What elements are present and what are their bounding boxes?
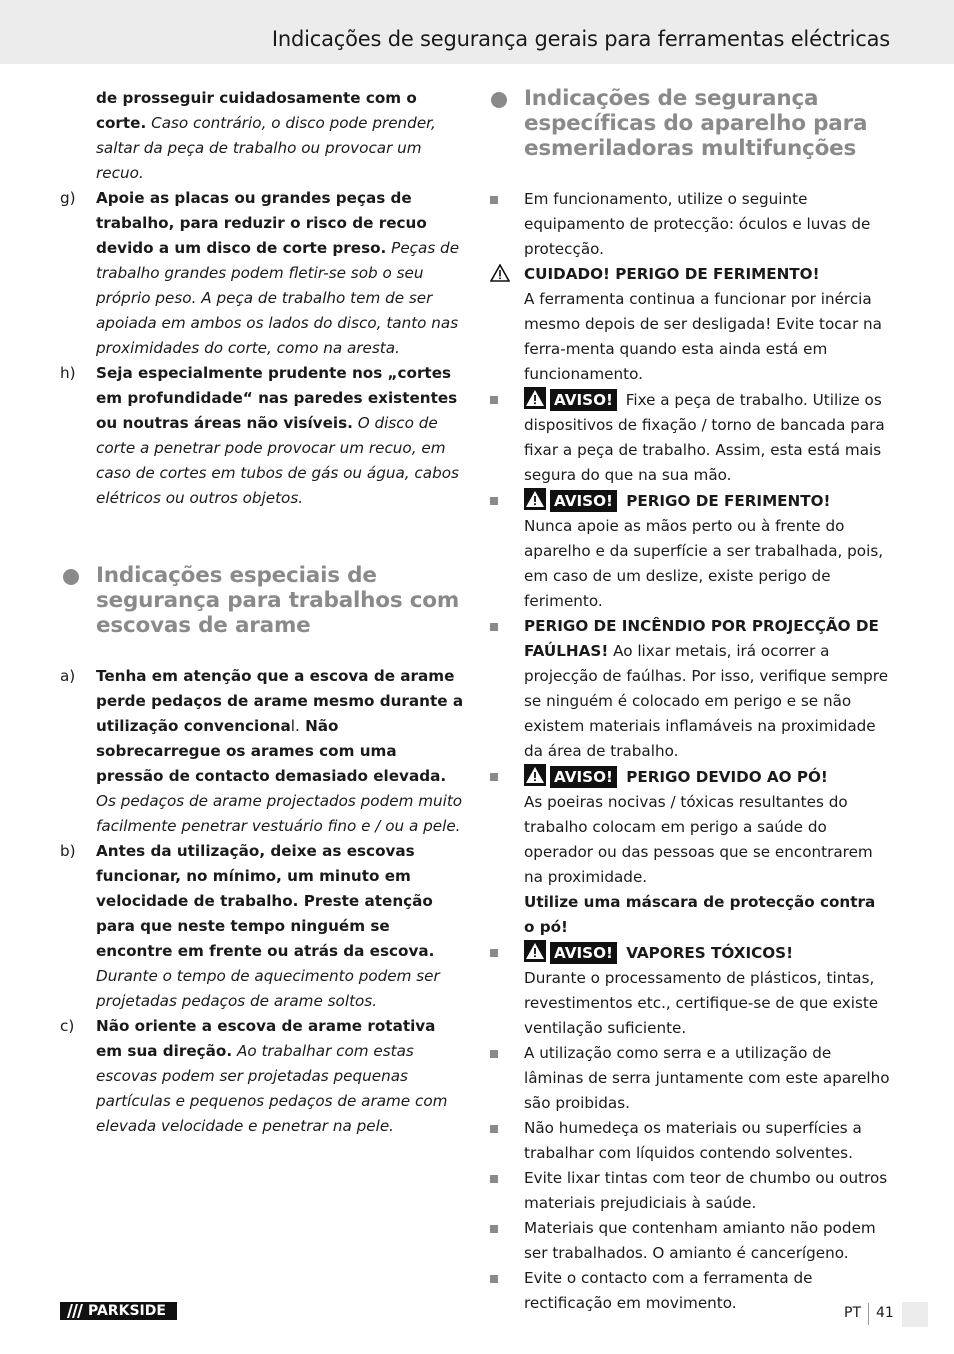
item-bold-text: Seja especialmente prudente nos „cortes em profundidade“ nas paredes existentes ou noutras áreas não visíveis. xyxy=(96,364,458,432)
section-heading-device-specific xyxy=(488,86,890,161)
list-item-a xyxy=(60,664,465,839)
footer-divider xyxy=(868,1303,869,1325)
list-marker: g) xyxy=(60,189,76,207)
item-text: As poeiras nocivas / tóxicas resultantes do trabalho colocam em perigo a saúde do operador ou das pessoas que se encontrarem na proximidade. xyxy=(524,793,873,886)
item-bold-text: VAPORES TÓXICOS! xyxy=(620,944,794,962)
list-item xyxy=(488,1266,890,1316)
square-bullet-icon xyxy=(490,1175,498,1183)
item-bold-text: Antes da utilização, deixe as escovas funcionar, no mínimo, um minuto em velocidade de trabalho. Preste atenção para que neste tempo ninguém se encontre em frente ou atrás da escova. xyxy=(96,842,435,960)
warning-badge: AVISO! xyxy=(550,766,617,788)
list-item xyxy=(488,1216,890,1266)
list-item xyxy=(488,1116,890,1166)
item-text: Em funcionamento, utilize o seguinte equipamento de protecção: óculos e luvas de protecção. xyxy=(524,190,871,258)
square-bullet-icon xyxy=(490,1125,498,1133)
item-bold-text: Não sobrecarregue os arames com uma pressão de contacto demasiado elevada. xyxy=(96,717,447,785)
warning-triangle-icon xyxy=(524,940,546,962)
item-text: Nunca apoie as mãos perto ou à frente do aparelho e da superfície a ser trabalhada, pois, em caso de um deslize, existe perigo de ferimento. xyxy=(524,517,884,610)
brand-logo xyxy=(60,1302,177,1320)
filled-circle-icon xyxy=(491,92,507,108)
square-bullet-icon xyxy=(490,396,498,404)
filled-circle-icon xyxy=(63,569,79,585)
page-number: 41 xyxy=(876,1305,894,1321)
item-bold-text: PERIGO DEVIDO AO PÓ! xyxy=(620,768,828,786)
item-bold-text: PERIGO DE INCÊNDIO POR PROJECÇÃO DE FAÚLHAS! xyxy=(524,617,879,660)
section-heading-text: Indicações de segurança específicas do aparelho para esmeriladoras multifunções xyxy=(524,86,868,161)
item-italic-text: Caso contrário, o disco pode prender, saltar da peça de trabalho ou provocar um recuo. xyxy=(96,114,436,182)
item-bold-text: de prosseguir cuidadosamente com o corte. xyxy=(96,89,417,132)
item-text: Ao lixar metais, irá ocorrer a projecção de faúlhas. Por isso, verifique sempre se ninguém é colocado em perigo e se não existem materiais inflamáveis na proximidade da área de trabalho. xyxy=(524,642,889,760)
brand-stripes-icon xyxy=(64,1302,86,1320)
list-item-warning-vapours xyxy=(488,940,890,1041)
item-bold-text: Tenha em atenção que a escova de arame perde pedaços de arame mesmo durante a utilização convenciona xyxy=(96,667,464,735)
list-item xyxy=(488,1041,890,1116)
language-code: PT xyxy=(844,1305,861,1321)
item-italic-text: Os pedaços de arame projectados podem muito facilmente penetrar vestuário fino e / ou a pele. xyxy=(96,792,463,835)
warning-badge: AVISO! xyxy=(550,389,617,411)
list-item-b xyxy=(60,839,465,1014)
warning-triangle-icon xyxy=(524,764,546,786)
item-bold-text: Apoie as placas ou grandes peças de trabalho, para reduzir o risco de recuo devido a um disco de corte preso. xyxy=(96,189,427,257)
warning-triangle-icon xyxy=(524,387,546,409)
item-italic-text: Peças de trabalho grandes podem fletir-se sob o seu próprio peso. A peça de trabalho tem de ser apoiada em ambos os lados do disco, tanto nas proximidades do corte, como na aresta. xyxy=(96,239,460,357)
right-column xyxy=(488,86,890,1316)
item-italic-text: Ao trabalhar com estas escovas podem ser projetadas pequenas partículas e pequenos pedaços de arame com elevada velocidade e penetrar na pele. xyxy=(96,1042,448,1135)
page-header-title: Indicações de segurança gerais para ferramentas eléctricas xyxy=(271,27,890,51)
section-heading-wire-brushes xyxy=(60,563,465,638)
section-heading-text: Indicações especiais de segurança para trabalhos com escovas de arame xyxy=(96,563,460,638)
warning-triangle-icon xyxy=(524,488,546,510)
list-item xyxy=(488,187,890,262)
square-bullet-icon xyxy=(490,1050,498,1058)
list-item-warning-fix xyxy=(488,387,890,488)
item-text: Não humedeça os materiais ou superfícies a trabalhar com líquidos contendo solventes. xyxy=(524,1119,862,1162)
list-marker: a) xyxy=(60,667,76,685)
item-bold-text: CUIDADO! PERIGO DE FERIMENTO! xyxy=(524,265,820,283)
square-bullet-icon xyxy=(490,949,498,957)
square-bullet-icon xyxy=(490,1225,498,1233)
item-text: Evite o contacto com a ferramenta de rectificação em movimento. xyxy=(524,1269,813,1312)
list-marker: b) xyxy=(60,842,76,860)
item-italic-text: O disco de corte a penetrar pode provocar um recuo, em caso de cortes em tubos de gás ou água, cabos elétricos ou outros objetos. xyxy=(96,414,459,507)
square-bullet-icon xyxy=(490,497,498,505)
item-bold-text: Utilize uma máscara de protecção contra o pó! xyxy=(524,893,876,936)
square-bullet-icon xyxy=(490,1275,498,1283)
square-bullet-icon xyxy=(490,773,498,781)
square-bullet-icon xyxy=(490,196,498,204)
item-text: Fixe a peça de trabalho. Utilize os dispositivos de fixação / torno de bancada para fixar a peça de trabalho. Assim, esta está mais segura do que na sua mão. xyxy=(524,391,885,484)
list-item-warning-dust xyxy=(488,764,890,940)
item-text: Durante o processamento de plásticos, tintas, revestimentos etc., certifique-se de que existe ventilação suficiente. xyxy=(524,969,879,1037)
item-bold-text: Não oriente a escova de arame rotativa em sua direção. xyxy=(96,1017,436,1060)
list-item-warning-injury xyxy=(488,488,890,614)
item-text: A utilização como serra e a utilização de lâminas de serra juntamente com este aparelho são proibidas. xyxy=(524,1044,890,1112)
footer-tab-box xyxy=(902,1302,928,1327)
item-bold-text: PERIGO DE FERIMENTO! xyxy=(620,492,831,510)
square-bullet-icon xyxy=(490,623,498,631)
item-text: Materiais que contenham amianto não podem ser trabalhados. O amianto é cancerígeno. xyxy=(524,1219,876,1262)
warning-badge: AVISO! xyxy=(550,490,617,512)
list-item-caution xyxy=(488,262,890,387)
item-text: Evite lixar tintas com teor de chumbo ou outros materiais prejudiciais à saúde. xyxy=(524,1169,888,1212)
brand-name: PARKSIDE xyxy=(88,1303,166,1319)
list-item xyxy=(488,1166,890,1216)
warning-triangle-icon xyxy=(490,264,510,282)
list-item-c xyxy=(60,1014,465,1139)
item-text: A ferramenta continua a funcionar por inércia mesmo depois de ser desligada! Evite tocar na ferra-menta quando esta ainda está em funcionamento. xyxy=(524,290,882,383)
left-column xyxy=(60,86,465,1139)
item-italic-text: Durante o tempo de aquecimento podem ser projetadas pedaços de arame soltos. xyxy=(96,967,440,1010)
warning-badge: AVISO! xyxy=(550,942,617,964)
list-item-g xyxy=(60,186,465,361)
list-item-h xyxy=(60,361,465,511)
list-marker: c) xyxy=(60,1017,75,1035)
list-item-fire xyxy=(488,614,890,764)
list-item-continuation xyxy=(60,86,465,186)
item-text: l. xyxy=(290,717,300,735)
list-marker: h) xyxy=(60,364,76,382)
